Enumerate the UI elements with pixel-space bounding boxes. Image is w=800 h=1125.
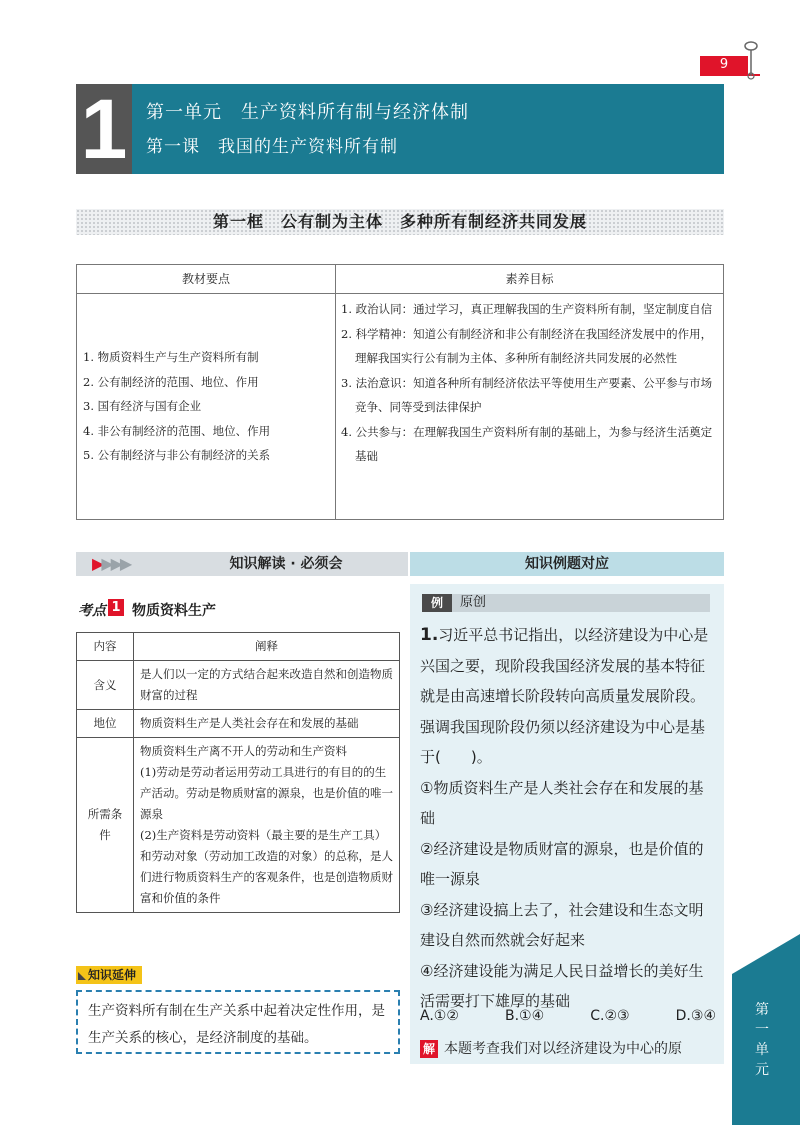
list-item: 3. 法治意识：知道各种所有制经济依法平等使用生产要素、公平参与市场竞争、同等受到法律保护 [341,375,713,414]
list-item: 2. 公有制经济的范围、地位、作用 [83,374,259,389]
explain-tag: 解 [420,1040,438,1058]
example-bar-title: 知识例题对应 [525,556,609,572]
condition-line: (2)生产资料是劳动资料（最主要的是生产工具）和劳动对象（劳动加工改造的对象）的总称，是人们进行物质资料生产的客观条件，也是创造物质财富和价值的条件 [140,828,393,905]
triangle-icon [78,972,86,980]
option-c: C.②③ [590,1008,630,1024]
objectives-left-header: 教材要点 [77,265,335,294]
competency-goals [341,297,719,469]
statement: ①物质资料生产是人类社会存在和发展的基础 [420,778,704,827]
extension-box: 生产资料所有制在生产关系中起着决定性作用，是生产关系的核心，是经济制度的基础。 [76,990,400,1054]
table-cell: 是人们以一定的方式结合起来改造自然和创造物质财富的过程 [134,661,400,710]
question-text: 习近平总书记指出，以经济建设为中心是兴国之要，现阶段我国经济发展的基本特征就是由高速增长阶段转向高质量发展阶段。强调我国现阶段仍须以经济建设为中心是基于( )。 [420,626,709,766]
statement: ②经济建设是物质财富的源泉，也是价值的唯一源泉 [420,839,704,888]
table-row [77,738,400,913]
table-cell: 物质资料生产是人类社会存在和发展的基础 [134,710,400,738]
unit-number: 1 [76,84,132,174]
table-row [77,661,400,710]
page-number: 9 [700,56,748,74]
table-row [77,633,400,661]
table-row [77,710,400,738]
textbook-points [83,345,333,468]
table-header-cell: 阐释 [134,633,400,661]
example-question [420,620,716,1017]
table-cell: 地位 [77,710,134,738]
knowledge-bar-title: 知识解读 · 必须会 [229,556,343,572]
list-item: 2. 科学精神：知道公有制经济和非公有制经济在我国经济发展中的作用，理解我国实行公有制为主体、多种所有制经济共同发展的必然性 [341,326,713,365]
lesson-title: 第一课 我国的生产资料所有制 [146,137,398,157]
key-point-number: 1 [108,599,124,616]
question-number: 1. [420,625,439,645]
table-cell [134,738,400,913]
list-item: 3. 国有经济与国有企业 [83,399,202,413]
answer-options [420,1008,716,1024]
key-point-table [76,632,400,913]
list-item: 1. 政治认同：通过学习，真正理解我国的生产资料所有制，坚定制度自信 [341,302,713,316]
table-cell: 含义 [77,661,134,710]
extension-tag [76,966,142,984]
pin-icon [744,40,758,80]
condition-line: (1)劳动是劳动者运用劳动工具进行的有目的的生产活动。劳动是物质财富的源泉，也是价值的唯一源泉 [140,765,393,821]
list-item: 4. 非公有制经济的范围、地位、作用 [83,423,271,438]
list-item: 1. 物质资料生产与生产资料所有制 [83,350,259,364]
objectives-divider [335,265,336,519]
example-tag: 例 [422,594,452,612]
condition-line: 物质资料生产离不开人的劳动和生产资料 [140,744,347,758]
key-point-label: 考点 [78,603,106,619]
list-item: 5. 公有制经济与非公有制经济的关系 [83,448,271,462]
explain-text: 本题考查我们对以经济建设为中心的原 [444,1041,682,1057]
unit-title: 第一单元 生产资料所有制与经济体制 [146,102,469,123]
table-cell: 所需条件 [77,738,134,913]
option-d: D.③④ [675,1008,716,1024]
option-b: B.①④ [504,1008,545,1024]
statement: ③经济建设搞上去了，社会建设和生态文明建设自然而然就会好起来 [420,900,704,949]
key-point-title: 物质资料生产 [132,603,216,619]
extension-tag-label: 知识延伸 [88,968,137,982]
statement: ④经济建设能为满足人民日益增长的美好生活需要打下雄厚的基础 [420,961,704,1010]
question-stem [420,620,716,773]
example-tag-bar [452,594,710,612]
example-source: 原创 [460,595,487,610]
side-tab-label: 第一单元 [755,1002,769,1078]
table-header-cell: 内容 [77,633,134,661]
objectives-right-header: 素养目标 [336,265,723,294]
option-a: A.①② [420,1008,459,1024]
section-title: 第一框 公有制为主体 多种所有制经济共同发展 [212,212,587,231]
objectives-table [76,264,724,520]
list-item: 4. 公共参与：在理解我国生产资料所有制的基础上，为参与经济生活奠定基础 [341,424,713,463]
arrows-icon: ▶▶▶▶ [92,554,130,573]
